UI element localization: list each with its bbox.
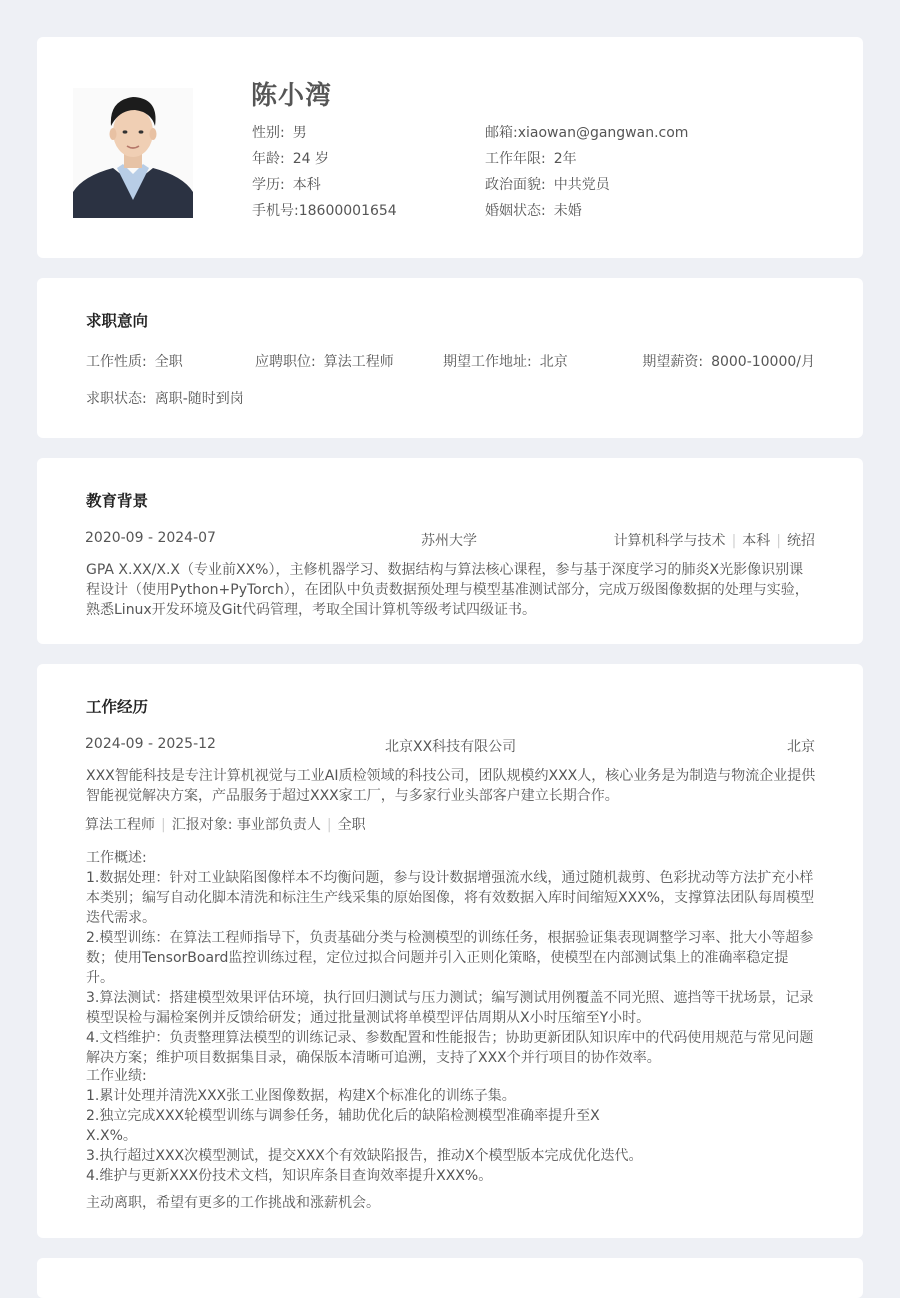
- salary-value: 8000-10000/月: [711, 354, 815, 370]
- degree-value: 本科: [742, 533, 771, 549]
- email-value: xiaowan@gangwan.com: [517, 125, 689, 141]
- email-label: 邮箱:: [485, 125, 518, 141]
- divider: |: [161, 817, 166, 833]
- age-value: 24 岁: [292, 151, 329, 167]
- achievement-item: 3.执行超过XXX次模型测试，提交XXX个有效缺陷报告，推动X个模型版本完成优化迭代。: [86, 1148, 643, 1164]
- education-field: [252, 174, 321, 194]
- salary-field: [642, 351, 815, 371]
- education-period: 2020-09 - 2024-07: [85, 530, 216, 546]
- company-description: XXX智能科技是专注计算机视觉与工业AI质检领域的科技公司，团队规模约XXX人，核心业务是为制造与物流企业提供智能视觉解决方案，产品服务于超过XXX家工厂，与多家行业头部客户建立长期合作。: [86, 768, 816, 804]
- overview-title: 工作概述:: [86, 850, 147, 866]
- position-label: 应聘职位:: [255, 354, 316, 370]
- divider: |: [776, 533, 781, 549]
- email-field: [485, 122, 688, 142]
- work-meta: [85, 814, 366, 834]
- location-label: 期望工作地址:: [443, 354, 532, 370]
- gender-label: 性别:: [252, 125, 285, 141]
- salary-label: 期望薪资:: [642, 354, 704, 370]
- enroll-value: 统招: [787, 533, 815, 549]
- job-status-label: 求职状态:: [86, 391, 147, 407]
- education-title: 教育背景: [86, 492, 149, 510]
- leave-reason: 主动离职，希望有更多的工作挑战和涨薪机会。: [86, 1195, 380, 1211]
- major-value: 计算机科学与技术: [613, 533, 726, 549]
- years-label: 工作年限:: [485, 151, 546, 167]
- phone-value: 18600001654: [298, 203, 397, 219]
- politics-field: [485, 174, 610, 194]
- gender-field: [252, 122, 307, 142]
- years-field: [485, 148, 577, 168]
- age-label: 年龄:: [252, 151, 285, 167]
- company-name: 北京XX科技有限公司: [385, 739, 517, 755]
- job-type-label: 工作性质:: [86, 354, 147, 370]
- achievements-title: 工作业绩:: [86, 1068, 147, 1084]
- education-card: [37, 458, 863, 644]
- role-value: 算法工程师: [85, 817, 155, 833]
- gender-value: 男: [292, 125, 307, 141]
- person-portrait-icon: [73, 88, 193, 218]
- overview-item: 3.算法测试：搭建模型效果评估环境，执行回归测试与压力测试；编写测试用例覆盖不同光照、遮挡等干扰场景，记录模型误检与漏检案例并反馈给研发；通过批量测试将单模型评估周期从X小时压缩至Y小时。: [86, 990, 814, 1026]
- candidate-name: 陈小湾: [251, 81, 333, 111]
- location-field: [443, 351, 568, 371]
- phone-label: 手机号:: [252, 203, 299, 219]
- education-label: 学历:: [252, 177, 285, 193]
- work-title: 工作经历: [86, 698, 149, 716]
- politics-value: 中共党员: [553, 177, 610, 193]
- work-period: 2024-09 - 2025-12: [85, 736, 216, 752]
- profile-card: [37, 37, 863, 258]
- marital-label: 婚姻状态:: [485, 203, 546, 219]
- achievement-item: X.X%。: [86, 1128, 137, 1144]
- job-intent-title: 求职意向: [86, 312, 149, 330]
- education-value: 本科: [292, 177, 321, 193]
- job-type-field: [86, 351, 183, 371]
- report-to-value: 汇报对象: 事业部负责人: [171, 817, 321, 833]
- politics-label: 政治面貌:: [485, 177, 546, 193]
- job-status-field: [86, 388, 244, 408]
- age-field: [252, 148, 329, 168]
- job-status-value: 离职-随时到岗: [154, 391, 244, 407]
- achievement-item: 1.累计处理并清洗XXX张工业图像数据，构建X个标准化的训练子集。: [86, 1088, 516, 1104]
- achievement-item: 2.独立完成XXX轮模型训练与调参任务，辅助优化后的缺陷检测模型准确率提升至X: [86, 1108, 600, 1124]
- job-type-value: 全职: [337, 817, 366, 833]
- job-intent-card: [37, 278, 863, 438]
- overview-item: 1.数据处理：针对工业缺陷图像样本不均衡问题，参与设计数据增强流水线，通过随机裁剪、色彩扰动等方法扩充小样本类别；编写自动化脚本清洗和标注生产线采集的原始图像，将有效数据入库时间缩短XXX%，支撑算法团队每周模型迭代需求。: [86, 870, 815, 926]
- overview-item: 4.文档维护：负责整理算法模型的训练记录、参数配置和性能报告；协助更新团队知识库中的代码使用规范与常见问题解决方案；维护项目数据集目录，确保版本清晰可追溯，支持了XXX个并行项目的协作效率。: [86, 1030, 814, 1066]
- divider: |: [731, 533, 737, 549]
- work-city: 北京: [787, 739, 815, 755]
- work-card: [37, 664, 863, 1238]
- achievements-block: [86, 1066, 816, 1186]
- education-description: GPA X.XX/X.X（专业前XX%），主修机器学习、数据结构与算法核心课程，参与基于深度学习的肺炎X光影像识别课程设计（使用Python+PyTorch），在团队中负责数据预处理与模型基准测试部分，完成万级图像数据的处理与实验，熟悉Linux开发环境及Git代码管理，考取全国计算机等级考试四级证书。: [86, 562, 809, 618]
- position-field: [255, 351, 394, 371]
- school-name: 苏州大学: [421, 533, 477, 549]
- education-meta: [614, 530, 815, 550]
- divider: |: [326, 817, 332, 833]
- next-section-card: [37, 1258, 863, 1298]
- job-type-value: 全职: [154, 354, 183, 370]
- overview-item: 2.模型训练：在算法工程师指导下，负责基础分类与检测模型的训练任务，根据验证集表现调整学习率、批大小等超参数；使用TensorBoard监控训练过程，定位过拟合问题并引入正则化策略，使模型在内部测试集上的准确率稳定提升。: [86, 930, 814, 986]
- phone-field: [252, 200, 397, 220]
- location-value: 北京: [539, 354, 568, 370]
- marital-value: 未婚: [553, 203, 582, 219]
- years-value: 2年: [553, 151, 577, 167]
- position-value: 算法工程师: [323, 354, 394, 370]
- avatar-photo: [73, 88, 193, 218]
- overview-block: [86, 848, 816, 1068]
- achievement-item: 4.维护与更新XXX份技术文档，知识库条目查询效率提升XXX%。: [86, 1168, 493, 1184]
- marital-field: [485, 200, 582, 220]
